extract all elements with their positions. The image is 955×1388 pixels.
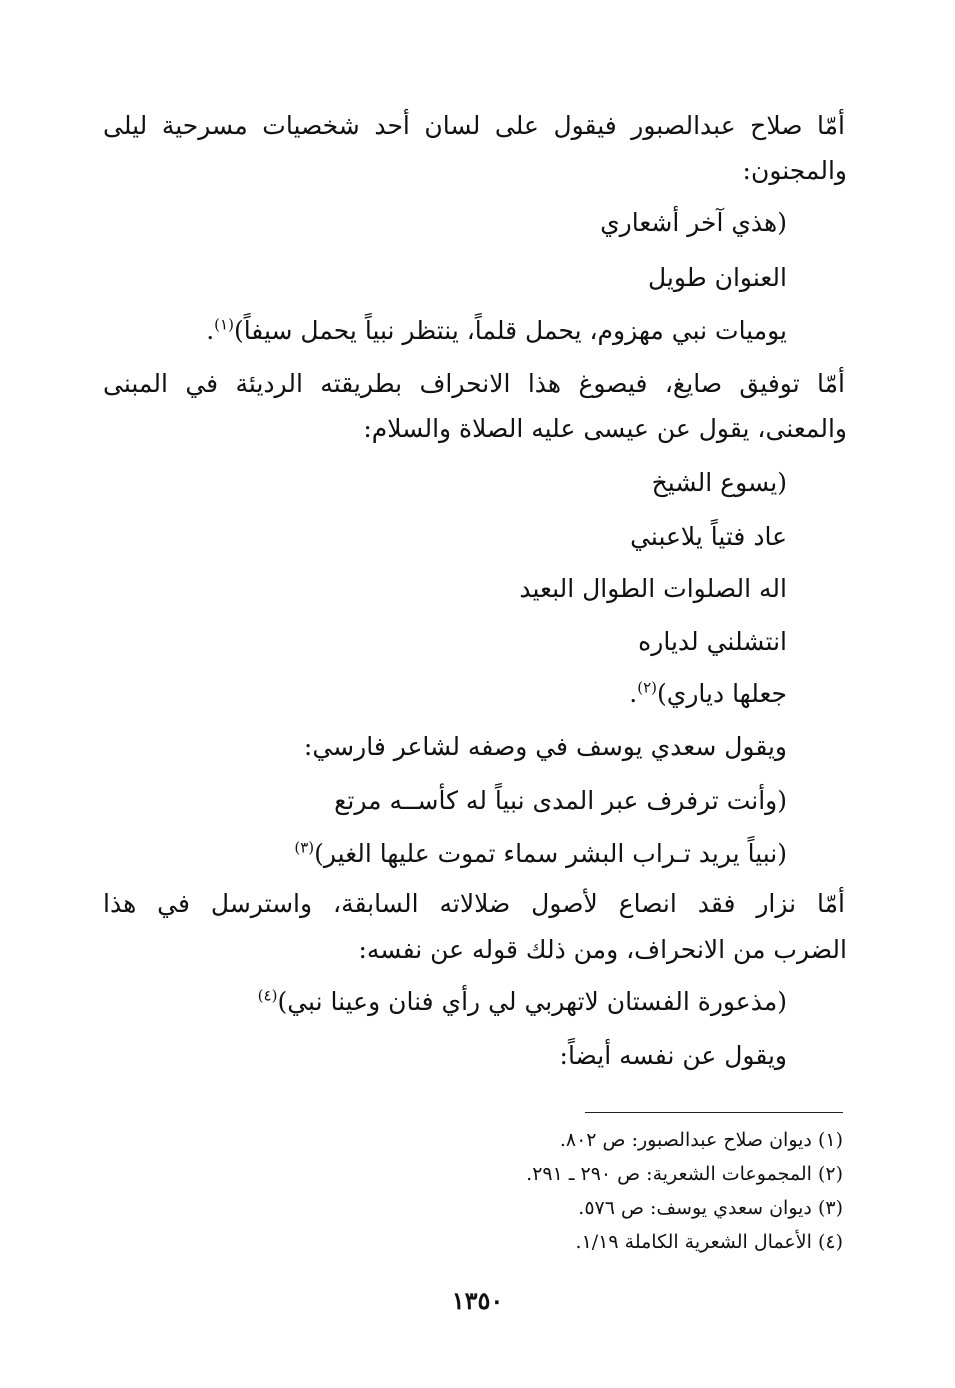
footnote-number: (١)	[817, 1129, 843, 1151]
paragraph-line: والمعنى، يقول عن عيسى عليه الصلاة والسلام:	[363, 414, 847, 443]
verse-text: (نبياً يريد تـراب البشر سماء تموت عليها الغير)	[314, 839, 787, 868]
footnote-text: ديوان صلاح عبدالصبور: ص ٨٠٢.	[559, 1129, 812, 1151]
paragraph-line: الضرب من الانحراف، ومن ذلك قوله عن نفسه:	[358, 935, 847, 964]
footnote-text: الأعمال الشعرية الكاملة ١/١٩.	[575, 1231, 812, 1253]
verse-line: العنوان طويل	[647, 263, 787, 292]
paragraph-line: والمجنون:	[742, 156, 847, 185]
verse-text: يوميات نبي مهزوم، يحمل قلماً، ينتظر نبياً يحمل سيفاً)	[233, 316, 787, 345]
verse-line	[258, 985, 787, 1019]
footnote-ref: (٣)	[294, 838, 315, 857]
paragraph-line: أمّا نزار فقد انصاع لأصول ضلالاته السابقة، واسترسل في هذا	[103, 889, 845, 918]
footnote-number: (٣)	[817, 1197, 843, 1219]
footnote-separator	[585, 1112, 843, 1113]
paragraph-line: أمّا توفيق صايغ، فيصوغ هذا الانحراف بطريقته الرديئة في المبنى	[103, 369, 845, 398]
footnote	[526, 1161, 843, 1187]
verse-line	[294, 837, 787, 871]
footnote-text: ديوان سعدي يوسف: ص ٥٧٦.	[578, 1197, 812, 1219]
verse-line	[206, 314, 787, 348]
footnote-number: (٤)	[817, 1231, 843, 1253]
footnote	[578, 1195, 843, 1221]
paragraph-line: ويقول سعدي يوسف في وصفه لشاعر فارسي:	[303, 732, 787, 761]
verse-punct: .	[629, 679, 638, 708]
footnote-ref: (٤)	[257, 986, 278, 1005]
verse-line: (وأنت ترفرف عبر المدى نبياً له كأســه مرتع	[334, 786, 787, 815]
footnote	[576, 1229, 843, 1255]
verse-line	[629, 677, 787, 711]
verse-punct: .	[206, 316, 215, 345]
page-number: ١٣٥٠	[451, 1286, 504, 1315]
verse-line: (يسوع الشيخ	[651, 468, 787, 497]
verse-line: اله الصلوات الطوال البعيد	[519, 574, 787, 603]
footnote	[560, 1127, 843, 1153]
verse-text: (مذعورة الفستان لاتهربي لي رأي فنان وعينا نبي)	[277, 987, 787, 1016]
paragraph-line: أمّا صلاح عبدالصبور فيقول على لسان أحد شخصيات مسرحية ليلى	[103, 111, 845, 140]
footnote-text: المجموعات الشعرية: ص ٢٩٠ ـ ٢٩١.	[526, 1163, 812, 1185]
footnote-number: (٢)	[817, 1163, 843, 1185]
footnote-ref: (١)	[214, 315, 234, 334]
verse-line: انتشلني لدياره	[638, 627, 787, 656]
footnote-ref: (٢)	[637, 678, 658, 697]
verse-line: عاد فتياً يلاعبني	[630, 522, 787, 551]
verse-text: جعلها دياري)	[657, 679, 787, 708]
paragraph-line: ويقول عن نفسه أيضاً:	[559, 1041, 787, 1070]
verse-line: (هذي آخر أشعاري	[600, 208, 787, 237]
